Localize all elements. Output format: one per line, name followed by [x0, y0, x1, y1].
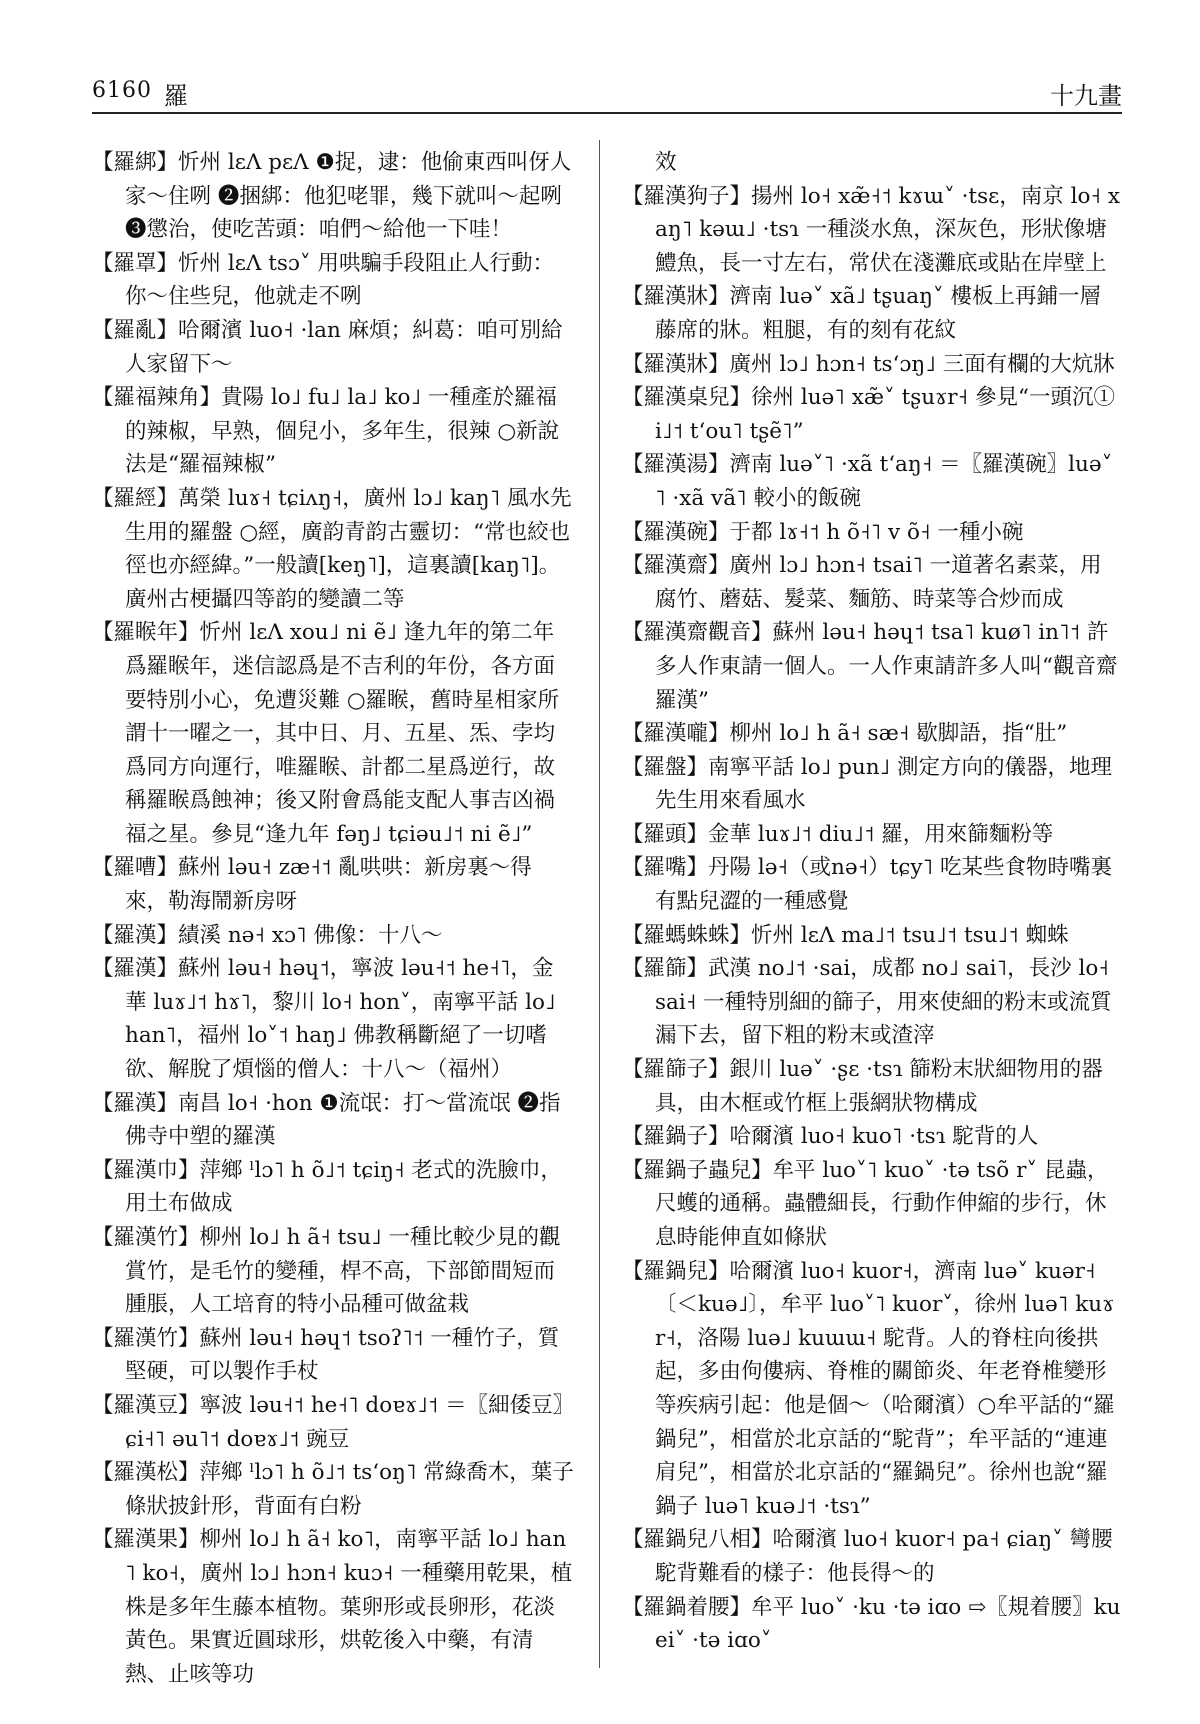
dictionary-entry: 【羅漢竹】柳州 lo˩ h ã˧ tsu˩ 一種比較少見的觀賞竹，是毛竹的變種，桿不高，下部節間短而腫脹，人工培育的特小品種可做盆栽	[92, 1225, 561, 1318]
entry-continuation: 效	[655, 150, 677, 175]
dictionary-entry: 【羅鍋兒八相】哈爾濱 luo˧ kuor˧ pa˧ ɕiaŋ˅ 彎腰駝背難看的樣子：他長得～的	[622, 1527, 1113, 1586]
dictionary-entry: 【羅螞蛛蛛】忻州 lɛɅ ma˩˦ tsu˩˦ tsu˩˦ 蜘蛛	[622, 922, 1069, 948]
dictionary-entry: 【羅福辣角】貴陽 lo˩ fu˩ la˩ ko˩ 一種產於羅福的辣椒，早熟，個兒小，多年生，很辣 ○新說法是“羅福辣椒”	[92, 385, 560, 478]
page-number: 6160	[92, 78, 152, 103]
dictionary-entry: 【羅鍋子】哈爾濱 luo˧ kuo˥ ·tsɿ 駝背的人	[622, 1124, 1039, 1150]
dictionary-entry: 【羅罩】忻州 lɛɅ tsɔ˅ 用哄騙手段阻止人行動：你～住些兒，他就走不咧	[92, 250, 555, 310]
right-column	[622, 146, 1122, 1658]
dictionary-entry: 【羅漢嚨】柳州 lo˩ h ã˧ sæ˧ 歇脚語，指“肚”	[622, 721, 1068, 747]
left-column	[92, 146, 574, 1691]
page-header	[92, 78, 1122, 114]
dictionary-entry: 【羅漢】蘇州 ləu˧ həɥ˦，寧波 ləu˧˦ he˧˥，金華 luɤ˩˦ hɤ˥，黎川 lo˧ hon˅，南寧平話 lo˩ han˥，福州 lo˅˦ haŋ˩ 佛教稱斷絕了一切嗜欲、解脫了煩惱的僧人：十八～（福州）	[92, 956, 556, 1083]
dictionary-entry: 【羅綁】忻州 lɛɅ pɛɅ ❶捉，逮：他偷東西叫伢人家～住咧 ❷捆綁：他犯咾罪，幾下就叫～起咧 ❸懲治，使吃苦頭：咱們～給他一下哇！	[92, 150, 572, 243]
dictionary-entry: 【羅睺年】忻州 lɛɅ xou˩ ni ẽ˩ 逢九年的第二年爲羅睺年，迷信認爲是不吉利的年份，各方面要特別小心，免遭災難 ○羅睺，舊時星相家所謂十一曜之一，其中日、月、五星、炁、孛均爲同方向運行，唯羅睺、計都二星爲逆行，故稱羅睺爲蝕神；後又附會爲能支配人事吉凶禍福之星。參見“逢九年 fəŋ˩ tɕiəu˩˦ ni ẽ˩”	[92, 620, 560, 847]
dictionary-entry: 【羅鍋着腰】牟平 luo˅ ·ku ·tə iɑo ⇨〖規着腰〗kuei˅ ·tə iɑo˅	[622, 1594, 1121, 1654]
dictionary-entry: 【羅漢齋觀音】蘇州 ləu˧ həɥ˦ tsa˥ kuø˥ in˥˦ 許多人作東請一個人。一人作東請許多人叫“觀音齋羅漢”	[622, 620, 1118, 713]
dictionary-entry: 【羅漢】績溪 nə˧ xɔ˥ 佛像：十八～	[92, 922, 443, 948]
dictionary-entry: 【羅漢湯】濟南 luə˅˥ ·xã tʻaŋ˧ ＝〖羅漢碗〗luə˅˥ ·xã vã˥ 較小的飯碗	[622, 452, 1113, 511]
dictionary-entry: 【羅漢桌兒】徐州 luə˥ xæ̃˅ tʂuɤr˧ 參見“一頭沉① i˩˦ tʻou˥ tʂẽ˥”	[622, 385, 1115, 444]
dictionary-entry: 【羅漢齋】廣州 lɔ˩ hɔn˧ tsai˥ 一道著名素菜，用腐竹、蘑菇、髮菜、麵筋、時菜等合炒而成	[622, 553, 1102, 612]
stroke-count-label: 十九畫	[1050, 82, 1122, 110]
dictionary-entry: 【羅盤】南寧平話 lo˩ pun˩ 測定方向的儀器，地理先生用來看風水	[622, 754, 1112, 814]
dictionary-entry: 【羅經】萬榮 luɤ˧ tɕiʌŋ˧，廣州 lɔ˩ kaŋ˥ 風水先生用的羅盤 ○經，廣韵青韵古靈切：“常也絞也徑也亦經緯。”一般讀[keŋ˥]，這裏讀[kaŋ˥]。廣州古梗攝四等韵的變讀二等	[92, 485, 572, 612]
dictionary-entry: 【羅漢巾】萍鄉 ˡlɔ˥ h õ˩˦ tɕiŋ˧ 老式的洗臉巾，用土布做成	[92, 1157, 562, 1217]
dictionary-entry: 【羅嘈】蘇州 ləu˧ zæ˧˦ 亂哄哄：新房裏～得來，勒海鬧新房呀	[92, 855, 532, 915]
dictionary-entry: 【羅鍋子蟲兒】牟平 luo˅˥ kuo˅ ·tə tsõ r˅ 昆蟲，尺蠖的通稱。蟲體細長，行動作伸縮的步行，休息時能伸直如條狀	[622, 1157, 1109, 1250]
dictionary-entry: 【羅亂】哈爾濱 luo˧ ·lan 麻煩；糾葛：咱可別給人家留下～	[92, 317, 563, 377]
dictionary-entry: 【羅漢】南昌 lo˧ ·hon ❶流氓：打～當流氓 ❷指佛寺中塑的羅漢	[92, 1090, 561, 1150]
dictionary-entry: 【羅漢狗子】揚州 lo˧ xæ̃˧˦ kɤɯ˅ ·tsɛ，南京 lo˧ xaŋ˥ kəɯ˩ ·tsɿ 一種淡水魚，深灰色，形狀像塘鱧魚，長一寸左右，常伏在淺灘底或貼在岸壁上	[622, 183, 1120, 276]
dictionary-entry: 【羅鍋兒】哈爾濱 luo˧ kuor˧，濟南 luə˅ kuər˧〔＜kuə˩〕，牟平 luo˅˥ kuor˅，徐州 luə˥ kuɤr˧，洛陽 luə˩ kuɯɯ˧ 駝背。人的脊柱向後拱起，多由佝僂病、脊椎的關節炎、年老脊椎變形等疾病引起：他是個～（哈爾濱）○牟平話的“羅鍋兒”，相當於北京話的“駝背”；牟平話的“連連肩兒”，相當於北京話的“羅鍋兒”。徐州也說“羅鍋子 luə˥ kuə˩˦ ·tsɿ”	[622, 1258, 1115, 1519]
header-rule	[92, 112, 1122, 114]
dictionary-entry: 【羅漢竹】蘇州 ləu˧ həɥ˦ tsoʔ˥˦ 一種竹子，質堅硬，可以製作手杖	[92, 1325, 560, 1385]
dictionary-entry: 【羅漢牀】廣州 lɔ˩ hɔn˧ tsʻɔŋ˩ 三面有欄的大炕牀	[622, 351, 1115, 377]
dictionary-entry: 【羅漢牀】濟南 luə˅ xã˩ tʂuaŋ˅ 樓板上再鋪一層藤席的牀。粗腿，有的刻有花紋	[622, 284, 1102, 343]
column-divider	[599, 140, 600, 1668]
dictionary-entry: 【羅篩子】銀川 luə˅ ·ʂɛ ·tsɿ 篩粉末狀細物用的器具，由木框或竹框上張網狀物構成	[622, 1057, 1103, 1116]
head-character: 羅	[164, 82, 188, 110]
dictionary-entry: 【羅漢碗】于都 lɤ˧˦ h õ˧˥ v õ˧ 一種小碗	[622, 519, 1024, 545]
dictionary-entry: 【羅漢豆】寧波 ləu˧˦ he˧˥ doɐɤ˩˦ ＝〖細倭豆〗ɕi˧˥ əu˥˦ doɐɤ˩˦ 豌豆	[92, 1392, 564, 1452]
dictionary-entry: 【羅漢果】柳州 lo˩ h ã˧ ko˥，南寧平話 lo˩ han˥ ko˧，廣州 lɔ˩ hɔn˧ kuɔ˧ 一種藥用乾果，植株是多年生藤本植物。葉卵形或長卵形，花淡黃色。果實近圓球形，烘乾後入中藥，有清熱、止咳等功	[92, 1527, 573, 1687]
dictionary-entry: 【羅篩】武漢 no˩˦ ·sai，成都 no˩ sai˥，長沙 lo˧ sai˧ 一種特別細的篩子，用來使細的粉末或流質漏下去，留下粗的粉末或渣滓	[622, 956, 1112, 1049]
dictionary-entry: 【羅漢松】萍鄉 ˡlɔ˥ h õ˩˦ tsʻoŋ˥ 常綠喬木，葉子條狀披針形，背面有白粉	[92, 1460, 574, 1519]
dictionary-entry: 【羅嘴】丹陽 lə˧（或nə˧）tɕy˥ 吃某些食物時嘴裏有點兒澀的一種感覺	[622, 855, 1112, 915]
dictionary-entry: 【羅頭】金華 luɤ˩˦ diu˩˦ 羅，用來篩麵粉等	[622, 821, 1054, 847]
